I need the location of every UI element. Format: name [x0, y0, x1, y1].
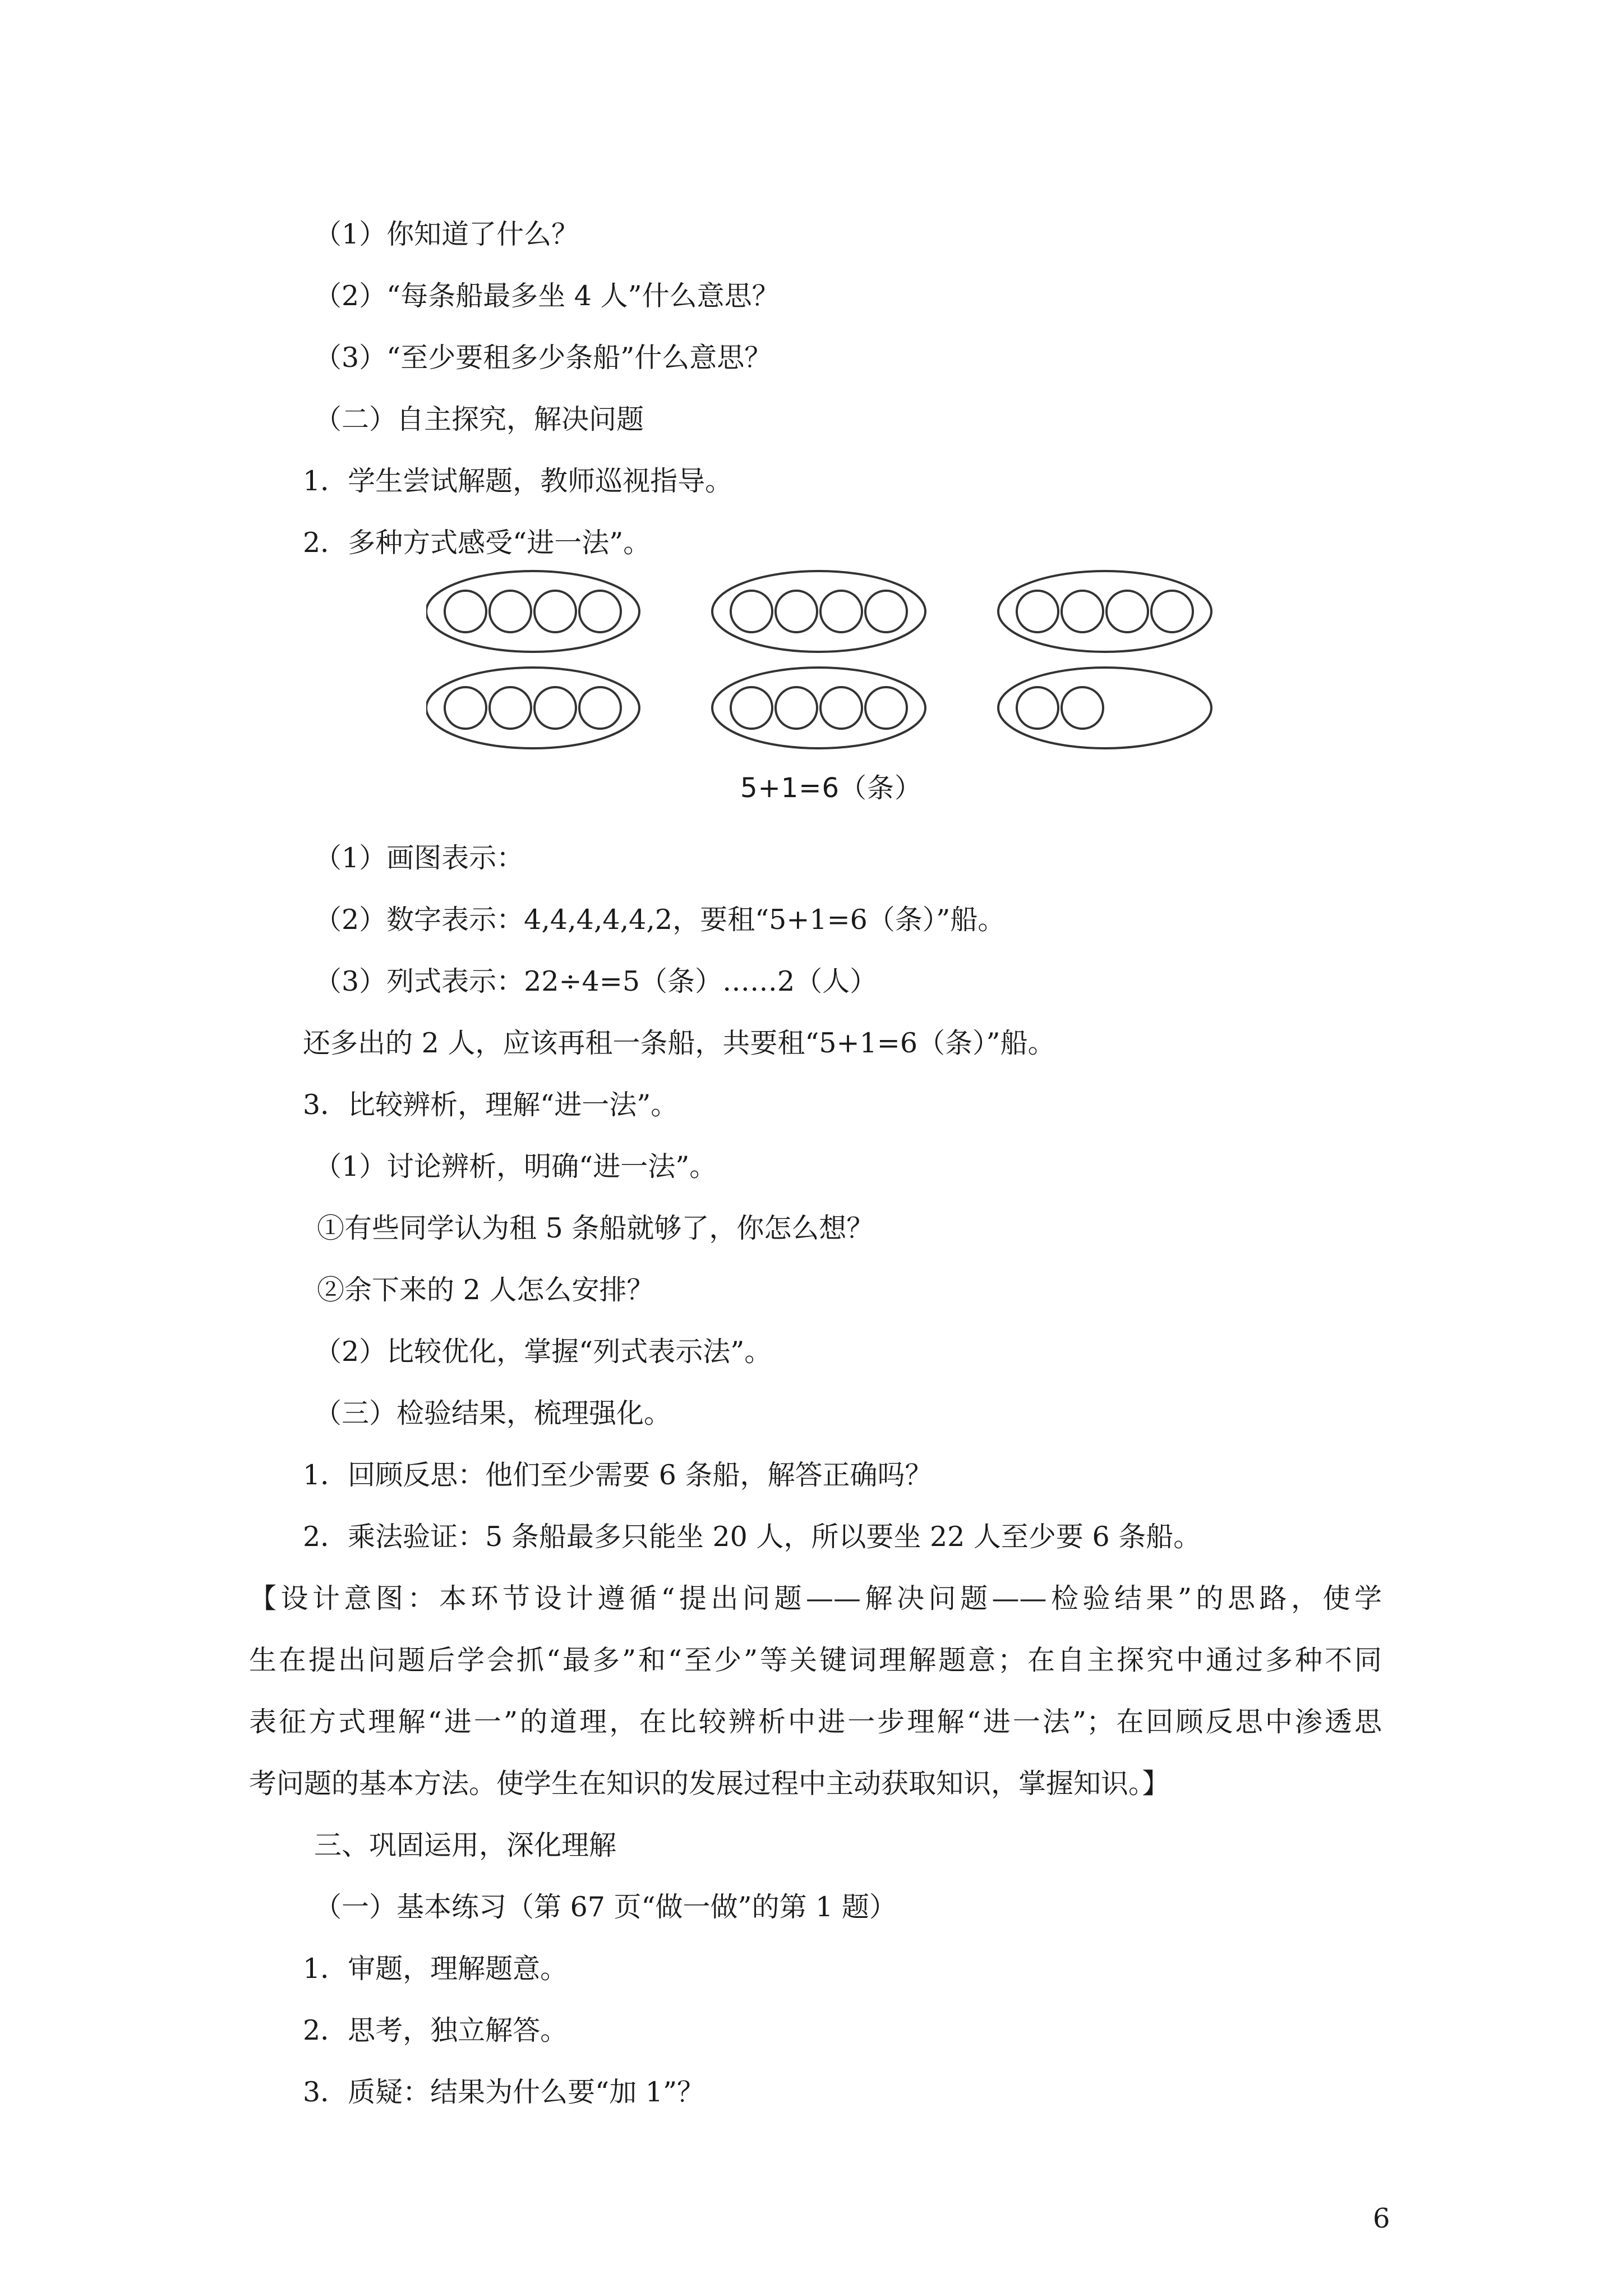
design-intent-line-3: 表征方式理解“进一”的道理，在比较辨析中进一步理解“进一法”；在回顾反思中渗透思	[249, 1706, 1382, 1738]
design-intent-line-4: 考问题的基本方法。使学生在知识的发展过程中主动获取知识，掌握知识。】	[249, 1768, 1170, 1800]
person-circle	[1151, 591, 1193, 632]
compare-1-item-a: ①有些同学认为租 5 条船就够了，你怎么想？	[317, 1212, 874, 1244]
exercise-step-1: 1．审题，理解题意。	[303, 1953, 568, 1985]
person-circle	[820, 591, 862, 632]
step-3: 3．比较辨析，理解“进一法”。	[303, 1089, 679, 1121]
method-drawing: （1）画图表示：	[314, 842, 524, 874]
person-circle	[1017, 687, 1058, 729]
question-1: （1）你知道了什么？	[314, 218, 579, 250]
exercise-heading: （一）基本练习（第 67 页“做一做”的第 1 题）	[314, 1891, 897, 1923]
part-3-heading: 三、巩固运用，深化理解	[314, 1829, 617, 1861]
person-circle	[776, 591, 817, 632]
step-1: 1．学生尝试解题，教师巡视指导。	[303, 465, 733, 497]
person-circle	[534, 591, 576, 632]
section-heading-explore: （二）自主探究，解决问题	[314, 403, 644, 435]
compare-1-item-b: ②余下来的 2 人怎么安排？	[317, 1274, 654, 1306]
boat-ellipse	[712, 571, 925, 652]
person-circle	[579, 687, 621, 729]
page-number: 6	[1373, 2203, 1390, 2234]
person-circle	[490, 687, 531, 729]
person-circle	[1017, 591, 1058, 632]
boat-ellipse	[998, 571, 1211, 652]
design-intent-line-1: 【设计意图：本环节设计遵循“提出问题——解决问题——检验结果”的思路，使学	[249, 1582, 1382, 1614]
person-circle	[1062, 591, 1103, 632]
boat-diagram	[426, 561, 1256, 763]
person-circle	[820, 687, 862, 729]
question-2: （2）“每条船最多坐 4 人”什么意思？	[314, 280, 780, 312]
compare-1: （1）讨论辨析，明确“进一法”。	[314, 1151, 717, 1182]
remainder-explanation: 还多出的 2 人，应该再租一条船，共要租“5+1=6（条）”船。	[303, 1027, 1055, 1059]
boat-ellipse	[712, 668, 925, 748]
question-3: （3）“至少要租多少条船”什么意思？	[314, 342, 772, 374]
verify-1: 1．回顾反思：他们至少需要 6 条船，解答正确吗？	[303, 1459, 933, 1491]
person-circle	[731, 591, 772, 632]
person-circle	[445, 591, 486, 632]
method-expression: （3）列式表示：22÷4=5（条）……2（人）	[314, 965, 878, 997]
person-circle	[776, 687, 817, 729]
diagram-caption: 5+1=6（条）	[740, 772, 923, 804]
section-heading-verify: （三）检验结果，梳理强化。	[314, 1397, 672, 1429]
person-circle	[865, 591, 907, 632]
person-circle	[445, 687, 486, 729]
person-circle	[490, 591, 531, 632]
exercise-step-3: 3．质疑：结果为什么要“加 1”？	[303, 2076, 705, 2108]
design-intent-line-2: 生在提出问题后学会抓“最多”和“至少”等关键词理解题意；在自主探究中通过多种不同	[249, 1644, 1382, 1676]
boat-ellipse	[998, 668, 1211, 748]
boat-ellipse	[426, 571, 639, 652]
step-2: 2．多种方式感受“进一法”。	[303, 527, 651, 559]
person-circle	[1062, 687, 1103, 729]
boat-ellipse	[426, 668, 639, 748]
person-circle	[731, 687, 772, 729]
person-circle	[534, 687, 576, 729]
verify-2: 2．乘法验证：5 条船最多只能坐 20 人，所以要坐 22 人至少要 6 条船。	[303, 1521, 1201, 1553]
compare-2: （2）比较优化，掌握“列式表示法”。	[314, 1336, 772, 1368]
person-circle	[579, 591, 621, 632]
method-numbers: （2）数字表示：4,4,4,4,4,2，要租“5+1=6（条）”船。	[314, 904, 1006, 936]
person-circle	[1106, 591, 1148, 632]
exercise-step-2: 2．思考，独立解答。	[303, 2014, 568, 2046]
person-circle	[865, 687, 907, 729]
